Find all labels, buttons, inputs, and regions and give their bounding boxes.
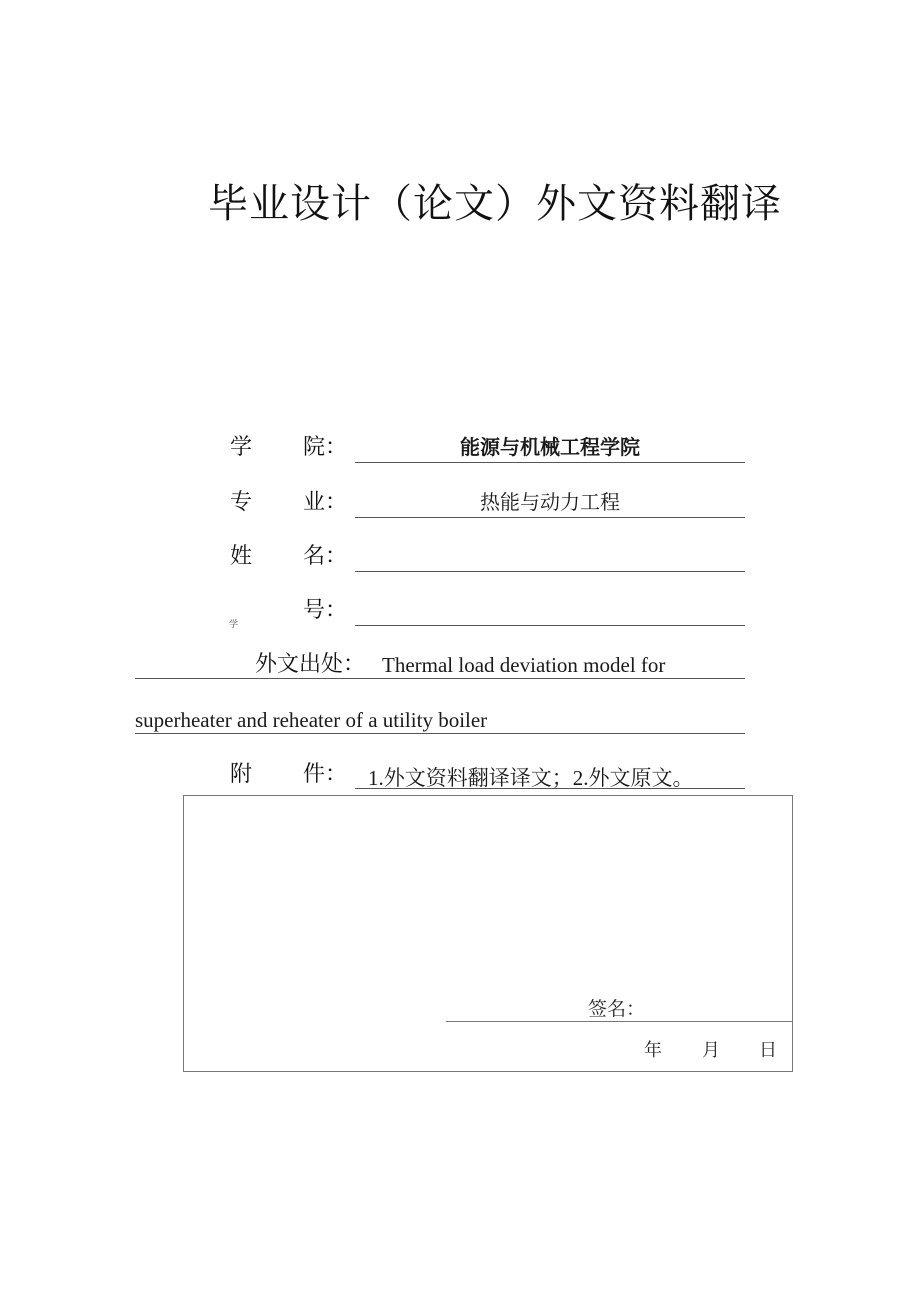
name-label-char2: 名： (303, 544, 348, 569)
signature-label: 签名： (588, 998, 646, 1020)
college-label-char1: 学 (230, 435, 253, 460)
source-label: 外文出处： (255, 652, 366, 677)
id-label-char1: 学 (229, 620, 239, 630)
attach-label-char1: 附 (230, 762, 253, 787)
name-label-char1: 姓 (230, 544, 253, 569)
name-value (355, 541, 745, 572)
major-label-char1: 专 (230, 490, 253, 515)
college-value: 能源与机械工程学院 (355, 432, 745, 463)
date-day: 日 (759, 1040, 777, 1061)
signature-box (183, 795, 793, 1072)
major-label-char2: 业： (303, 490, 348, 515)
document-title: 毕业设计（论文）外文资料翻译 (208, 181, 782, 227)
source-text-line2: superheater and reheater of a utility boiler (135, 708, 488, 732)
signature-line (446, 1021, 793, 1022)
attach-value: 1.外文资料翻译译文；2.外文原文。 (368, 766, 694, 790)
id-label-char2: 号： (303, 598, 348, 623)
date-month: 月 (702, 1040, 720, 1061)
id-value (355, 595, 745, 626)
major-value: 热能与动力工程 (355, 487, 745, 518)
attach-label-char2: 件： (303, 762, 348, 787)
college-label-char2: 院： (303, 435, 348, 460)
date-year: 年 (644, 1040, 662, 1061)
source-text-line1: Thermal load deviation model for (382, 653, 666, 677)
